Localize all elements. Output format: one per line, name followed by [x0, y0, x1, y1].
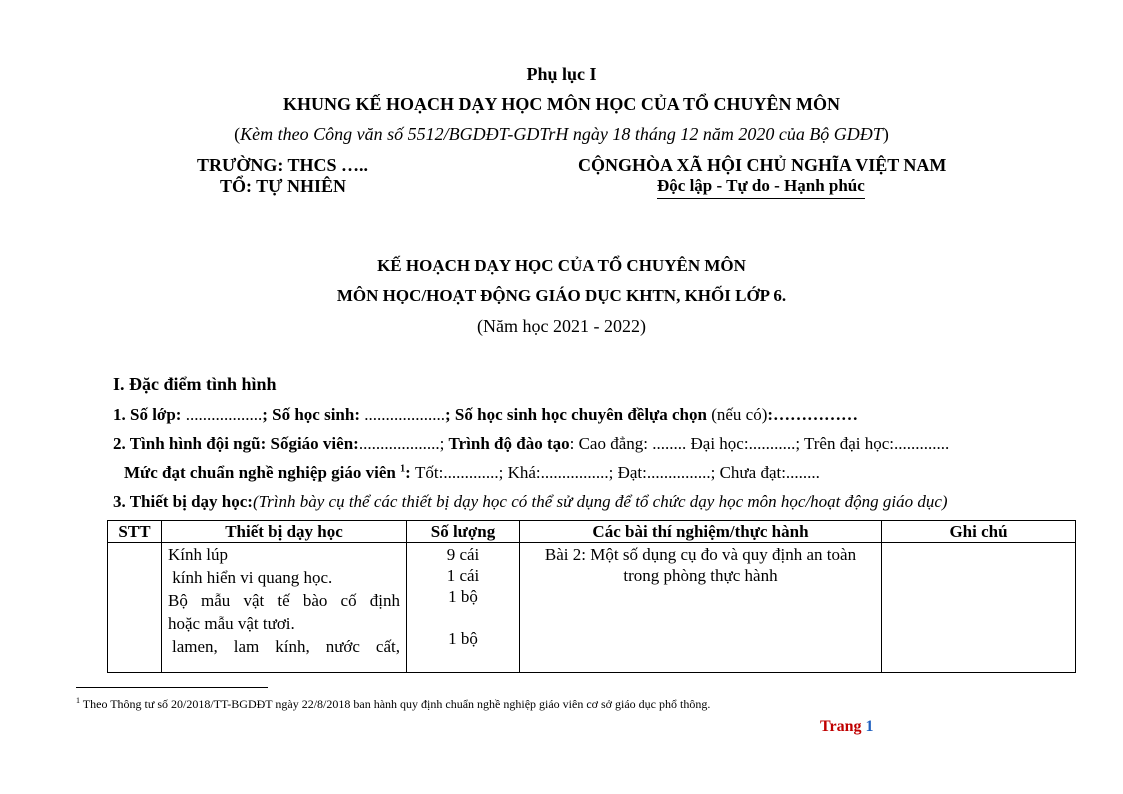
staff-line [113, 434, 949, 454]
equipment-item: hoặc mẫu vật tươi. [168, 614, 295, 633]
quantity-item: 9 cái [446, 545, 480, 564]
footnote [76, 696, 710, 712]
elective-if-any: (nếu có) [706, 405, 768, 424]
quantity-item [407, 607, 519, 628]
republic-title: CỘNGHÒA XÃ HỘI CHỦ NGHĨA VIỆT NAM [578, 155, 947, 175]
attached-open-paren: ( [234, 124, 241, 144]
header-experiment: Các bài thí nghiệm/thực hành [520, 521, 882, 543]
department-name: TỔ: TỰ NHIÊN [220, 176, 347, 196]
attached-close-paren: ) [882, 124, 889, 144]
standard-label: Mức đạt chuẩn nghề nghiệp giáo viên [124, 463, 401, 482]
table-row [108, 543, 1076, 673]
framework-title: KHUNG KẾ HOẠCH DẠY HỌC MÔN HỌC CỦA TỔ CHUYÊN MÔN [282, 94, 840, 114]
subject-title: MÔN HỌC/HOẠT ĐỘNG GIÁO DỤC KHTN, KHỐI LỚP 6. [336, 286, 787, 305]
experiment-text: Bài 2: Một số dụng cụ đo và quy định an toàn trong phòng thực hành [544, 545, 857, 585]
training-values: : Cao đẳng: ........ Đại học:...........; Trên đại học:............. [569, 434, 950, 453]
class-count-label: 1. Số lớp: [113, 405, 182, 424]
page-number-value: 1 [865, 718, 874, 735]
quantity-item: 1 bộ [448, 587, 478, 606]
footnote-text: Theo Thông tư số 20/2018/TT-BGDĐT ngày 22/8/2018 ban hành quy định chuẩn nghề nghiệp giáo viên cơ sở giáo dục phổ thông. [80, 697, 711, 711]
equipment-table [107, 520, 1076, 673]
staff-label: 2. Tình hình đội ngũ: Sốgiáo viên: [113, 434, 359, 453]
quantity-item: 1 bộ [448, 629, 478, 648]
standard-colon: : [405, 463, 416, 482]
equipment-item: lamen, lam kính, nước cất, [172, 637, 400, 656]
header-quantity: Số lượng [407, 521, 520, 543]
equipment-item: Bộ mẫu vật tế bào cố định [168, 591, 400, 610]
cell-experiment [520, 543, 882, 673]
cell-quantity [407, 543, 520, 673]
equipment-line [113, 492, 948, 512]
class-count-dots: .................. [181, 405, 263, 424]
equipment-item: Kính lúp [168, 545, 228, 564]
class-count-line [113, 405, 858, 425]
equipment-description: (Trình bày cụ thể các thiết bị dạy học có thể sử dụng để tổ chức dạy học môn học/hoạt động giáo dục) [252, 492, 948, 511]
equipment-label: 3. Thiết bị dạy học: [113, 492, 253, 511]
school-name: TRƯỜNG: THCS ….. [197, 155, 369, 175]
plan-title: KẾ HOẠCH DẠY HỌC CỦA TỔ CHUYÊN MÔN [377, 256, 746, 275]
attached-note [0, 124, 1123, 145]
student-count-label: ; Số học sinh: [262, 405, 360, 424]
quantity-item: 1 cái [446, 566, 480, 585]
standard-line [124, 463, 820, 483]
student-count-dots: ................... [360, 405, 445, 424]
attached-text: Kèm theo Công văn số 5512/BGDĐT-GDTrH ngày 18 tháng 12 năm 2020 của Bộ GDĐT [240, 124, 883, 144]
staff-dots: ...................; [358, 434, 449, 453]
section-heading: I. Đặc điểm tình hình [113, 374, 277, 394]
school-year: (Năm học 2021 - 2022) [477, 316, 646, 336]
training-label: Trình độ đào tạo [448, 434, 570, 453]
standard-values: Tốt:.............; Khá:................; Đạt:...............; Chưa đạt:........ [415, 463, 820, 482]
elective-dots: :…………… [767, 405, 859, 424]
page-label-text: Trang [820, 718, 866, 735]
table-header-row [108, 521, 1076, 543]
header-equipment: Thiết bị dạy học [162, 521, 407, 543]
footnote-divider [76, 687, 268, 688]
equipment-item: kính hiển vi quang học. [168, 568, 333, 587]
header-stt: STT [108, 521, 162, 543]
national-motto: Độc lập - Tự do - Hạnh phúc [657, 176, 865, 199]
elective-student-label: ; Số học sinh học chuyên đềlựa chọn [445, 405, 707, 424]
footnote-ref: 1 [400, 463, 406, 475]
header-note: Ghi chú [882, 521, 1076, 543]
page-number [820, 718, 873, 736]
cell-stt [108, 543, 162, 673]
cell-note [882, 543, 1076, 673]
appendix-title: Phụ lục I [526, 64, 597, 84]
footnote-mark: 1 [76, 696, 80, 705]
cell-equipment [162, 543, 407, 673]
